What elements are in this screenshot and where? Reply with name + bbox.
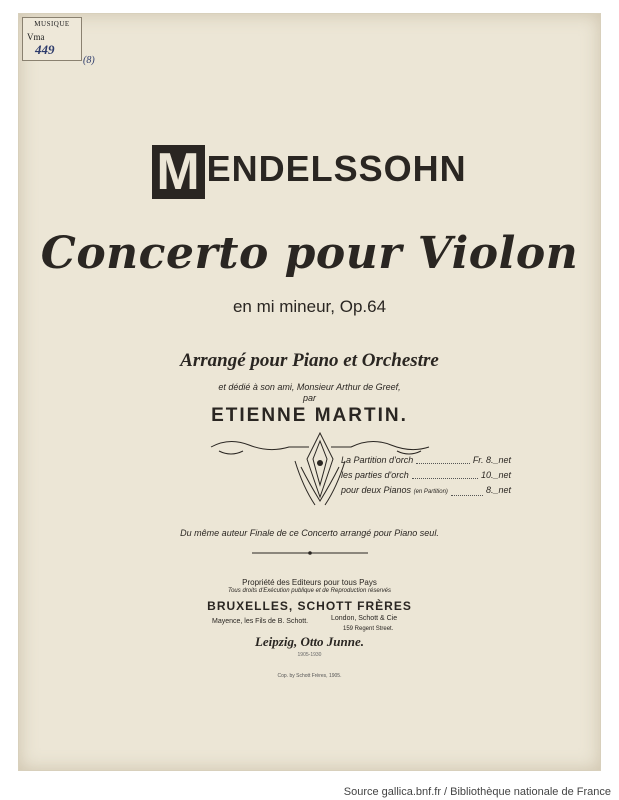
par-line: par — [302, 393, 316, 403]
arrangement-line: Arrangé pour Piano et Orchestre — [180, 350, 439, 371]
price-small-note: (en Partition) — [413, 489, 448, 495]
price-list — [341, 453, 511, 500]
rights-line: Tous droits d'Exécution publique et de Reproduction réservés — [227, 588, 392, 594]
stamp-musique: MUSIQUE — [34, 20, 70, 28]
leipzig-line: Leipzig, Otto Junne. — [254, 634, 365, 649]
price-row — [341, 453, 511, 468]
library-stamp — [22, 17, 82, 61]
composer-initial: M — [152, 145, 204, 199]
mayence-line: Mayence, les Fils de B. Schott. — [212, 618, 309, 625]
stamp-number: 449 — [35, 42, 55, 57]
work-title: Concerto pour Violon — [40, 228, 579, 279]
arranger-name: ETIENNE MARTIN. — [211, 405, 408, 426]
composer-rest: ENDELSSOHN — [206, 148, 467, 189]
stamp-vma: Vma — [27, 32, 45, 42]
work-key: en mi mineur, Op.64 — [232, 297, 387, 316]
price-label: pour deux Pianos (en Partition) — [341, 485, 448, 495]
price-row — [341, 468, 511, 483]
price-value: Fr. 8._net — [472, 455, 511, 465]
dedication-line: et dédié à son ami, Monsieur Arthur de Greef, — [218, 382, 401, 392]
divider-rule — [252, 550, 368, 556]
price-value: 8._net — [485, 485, 511, 495]
stamp-extra: (8) — [83, 55, 95, 66]
publisher-city: BRUXELLES, SCHOTT FRÈRES — [207, 599, 412, 613]
price-row — [341, 483, 511, 500]
same-author-note: Du même auteur Finale de ce Concerto arrangé pour Piano seul. — [180, 528, 439, 538]
plate-text: Cop. by Schott Frères, 1905. — [277, 673, 342, 679]
price-label: les parties d'orch — [341, 470, 409, 480]
london-street: 159 Regent Street. — [343, 626, 394, 632]
price-value: 10._net — [480, 470, 511, 480]
tiny-text: 1905-1930 — [297, 652, 322, 658]
price-label: La Partition d'orch — [341, 455, 414, 465]
property-line: Propriété des Editeurs pour tous Pays — [242, 578, 377, 587]
source-credit: Source gallica.bnf.fr / Bibliothèque nationale de France — [343, 786, 611, 798]
score-cover-page — [19, 14, 600, 770]
composer-name — [19, 145, 600, 199]
london-line: London, Schott & Cie — [331, 615, 398, 622]
